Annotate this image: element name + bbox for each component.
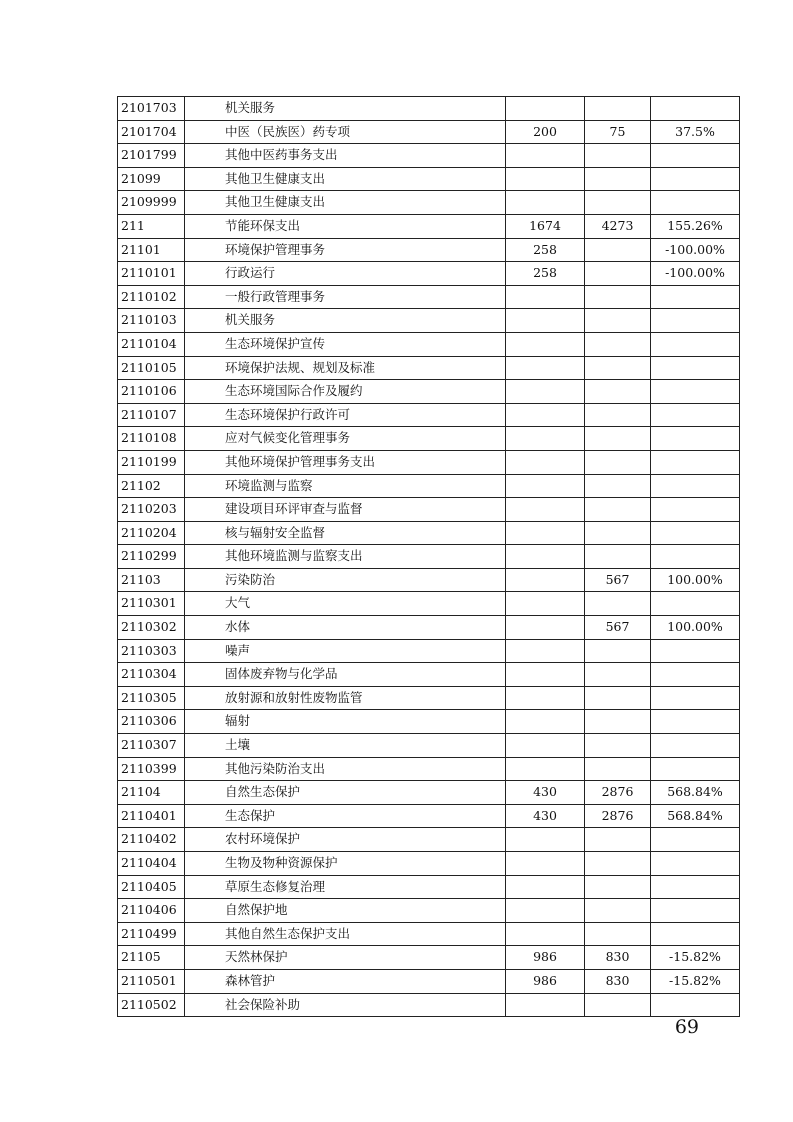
table-row xyxy=(118,757,740,781)
value-cell-2 xyxy=(585,993,651,1017)
value-cell-1 xyxy=(506,332,585,356)
account-code-cell: 2110502 xyxy=(118,993,185,1017)
value-cell-2 xyxy=(585,474,651,498)
table-row xyxy=(118,356,740,380)
value-cell-1 xyxy=(506,875,585,899)
account-name-cell: 机关服务 xyxy=(185,97,506,121)
percent-change-cell xyxy=(651,852,740,876)
account-name-cell: 污染防治 xyxy=(185,568,506,592)
table-row xyxy=(118,120,740,144)
percent-change-cell xyxy=(651,498,740,522)
table-row xyxy=(118,686,740,710)
table-row xyxy=(118,214,740,238)
account-name-cell: 天然林保护 xyxy=(185,946,506,970)
percent-change-cell: -100.00% xyxy=(651,238,740,262)
value-cell-2: 567 xyxy=(585,616,651,640)
value-cell-1: 986 xyxy=(506,946,585,970)
value-cell-1 xyxy=(506,356,585,380)
value-cell-2 xyxy=(585,144,651,168)
account-name-cell: 辐射 xyxy=(185,710,506,734)
account-name-cell: 环境监测与监察 xyxy=(185,474,506,498)
percent-change-cell xyxy=(651,922,740,946)
table-row xyxy=(118,450,740,474)
value-cell-2 xyxy=(585,167,651,191)
account-code-cell: 2110402 xyxy=(118,828,185,852)
table-row xyxy=(118,993,740,1017)
value-cell-1 xyxy=(506,616,585,640)
percent-change-cell xyxy=(651,734,740,758)
value-cell-2 xyxy=(585,922,651,946)
value-cell-2: 567 xyxy=(585,568,651,592)
table-row xyxy=(118,734,740,758)
table-row xyxy=(118,852,740,876)
value-cell-1 xyxy=(506,545,585,569)
account-code-cell: 2110102 xyxy=(118,285,185,309)
table-row xyxy=(118,710,740,734)
account-name-cell: 森林管护 xyxy=(185,969,506,993)
value-cell-1 xyxy=(506,663,585,687)
account-code-cell: 2110401 xyxy=(118,804,185,828)
percent-change-cell xyxy=(651,592,740,616)
table-row xyxy=(118,474,740,498)
account-code-cell: 2110404 xyxy=(118,852,185,876)
value-cell-1 xyxy=(506,899,585,923)
value-cell-2 xyxy=(585,332,651,356)
table-row xyxy=(118,380,740,404)
account-code-cell: 2110304 xyxy=(118,663,185,687)
value-cell-2: 830 xyxy=(585,946,651,970)
value-cell-2: 4273 xyxy=(585,214,651,238)
account-code-cell: 2110199 xyxy=(118,450,185,474)
percent-change-cell: -15.82% xyxy=(651,969,740,993)
percent-change-cell: 155.26% xyxy=(651,214,740,238)
account-code-cell: 2110107 xyxy=(118,403,185,427)
account-code-cell: 2110299 xyxy=(118,545,185,569)
percent-change-cell xyxy=(651,545,740,569)
value-cell-1: 258 xyxy=(506,262,585,286)
value-cell-2 xyxy=(585,450,651,474)
value-cell-1 xyxy=(506,686,585,710)
account-name-cell: 行政运行 xyxy=(185,262,506,286)
account-code-cell: 2110499 xyxy=(118,922,185,946)
account-code-cell: 21104 xyxy=(118,781,185,805)
percent-change-cell xyxy=(651,285,740,309)
value-cell-2 xyxy=(585,380,651,404)
account-name-cell: 大气 xyxy=(185,592,506,616)
account-name-cell: 其他卫生健康支出 xyxy=(185,191,506,215)
value-cell-2 xyxy=(585,285,651,309)
percent-change-cell: 568.84% xyxy=(651,781,740,805)
account-name-cell: 土壤 xyxy=(185,734,506,758)
value-cell-1 xyxy=(506,639,585,663)
percent-change-cell xyxy=(651,356,740,380)
value-cell-1: 986 xyxy=(506,969,585,993)
value-cell-1 xyxy=(506,710,585,734)
account-code-cell: 2110303 xyxy=(118,639,185,663)
value-cell-1 xyxy=(506,167,585,191)
value-cell-2 xyxy=(585,686,651,710)
account-code-cell: 21102 xyxy=(118,474,185,498)
account-name-cell: 草原生态修复治理 xyxy=(185,875,506,899)
table-row xyxy=(118,568,740,592)
account-code-cell: 2110501 xyxy=(118,969,185,993)
account-name-cell: 核与辐射安全监督 xyxy=(185,521,506,545)
value-cell-1 xyxy=(506,757,585,781)
percent-change-cell xyxy=(651,663,740,687)
table-row xyxy=(118,875,740,899)
value-cell-2 xyxy=(585,262,651,286)
account-name-cell: 水体 xyxy=(185,616,506,640)
table-row xyxy=(118,285,740,309)
percent-change-cell xyxy=(651,757,740,781)
value-cell-1 xyxy=(506,734,585,758)
percent-change-cell xyxy=(651,97,740,121)
percent-change-cell xyxy=(651,309,740,333)
value-cell-1 xyxy=(506,97,585,121)
account-code-cell: 2110305 xyxy=(118,686,185,710)
account-name-cell: 节能环保支出 xyxy=(185,214,506,238)
table-row xyxy=(118,144,740,168)
percent-change-cell xyxy=(651,380,740,404)
account-code-cell: 2101704 xyxy=(118,120,185,144)
account-code-cell: 21099 xyxy=(118,167,185,191)
table-row xyxy=(118,403,740,427)
value-cell-1 xyxy=(506,498,585,522)
budget-expenditure-table xyxy=(117,96,740,1017)
value-cell-1 xyxy=(506,427,585,451)
value-cell-1: 200 xyxy=(506,120,585,144)
page-number: 69 xyxy=(674,1016,699,1038)
account-name-cell: 生态保护 xyxy=(185,804,506,828)
percent-change-cell xyxy=(651,710,740,734)
account-code-cell: 2110405 xyxy=(118,875,185,899)
account-name-cell: 机关服务 xyxy=(185,309,506,333)
account-name-cell: 噪声 xyxy=(185,639,506,663)
percent-change-cell: -100.00% xyxy=(651,262,740,286)
account-code-cell: 21103 xyxy=(118,568,185,592)
value-cell-2 xyxy=(585,309,651,333)
value-cell-2 xyxy=(585,403,651,427)
value-cell-1 xyxy=(506,568,585,592)
value-cell-1: 258 xyxy=(506,238,585,262)
account-name-cell: 其他自然生态保护支出 xyxy=(185,922,506,946)
percent-change-cell xyxy=(651,474,740,498)
percent-change-cell xyxy=(651,639,740,663)
account-code-cell: 21105 xyxy=(118,946,185,970)
value-cell-1 xyxy=(506,191,585,215)
table-row xyxy=(118,639,740,663)
account-code-cell: 2101703 xyxy=(118,97,185,121)
account-name-cell: 环境保护管理事务 xyxy=(185,238,506,262)
value-cell-2 xyxy=(585,663,651,687)
account-code-cell: 2110406 xyxy=(118,899,185,923)
account-name-cell: 应对气候变化管理事务 xyxy=(185,427,506,451)
account-name-cell: 其他中医药事务支出 xyxy=(185,144,506,168)
account-name-cell: 其他环境保护管理事务支出 xyxy=(185,450,506,474)
table-row xyxy=(118,332,740,356)
account-name-cell: 社会保险补助 xyxy=(185,993,506,1017)
percent-change-cell xyxy=(651,191,740,215)
percent-change-cell xyxy=(651,828,740,852)
value-cell-2 xyxy=(585,238,651,262)
percent-change-cell: 37.5% xyxy=(651,120,740,144)
table-row xyxy=(118,262,740,286)
table-row xyxy=(118,592,740,616)
value-cell-1 xyxy=(506,285,585,309)
account-name-cell: 其他污染防治支出 xyxy=(185,757,506,781)
value-cell-2 xyxy=(585,639,651,663)
percent-change-cell xyxy=(651,332,740,356)
percent-change-cell xyxy=(651,450,740,474)
value-cell-1 xyxy=(506,450,585,474)
value-cell-1 xyxy=(506,922,585,946)
table-row xyxy=(118,191,740,215)
value-cell-2 xyxy=(585,852,651,876)
account-name-cell: 生态环境保护宣传 xyxy=(185,332,506,356)
value-cell-2 xyxy=(585,191,651,215)
account-name-cell: 中医（民族医）药专项 xyxy=(185,120,506,144)
table-row xyxy=(118,969,740,993)
account-code-cell: 2110101 xyxy=(118,262,185,286)
percent-change-cell xyxy=(651,521,740,545)
table-row xyxy=(118,545,740,569)
value-cell-2 xyxy=(585,899,651,923)
table-row xyxy=(118,521,740,545)
table-row xyxy=(118,828,740,852)
account-name-cell: 固体废弃物与化学品 xyxy=(185,663,506,687)
account-name-cell: 建设项目环评审查与监督 xyxy=(185,498,506,522)
table-row xyxy=(118,804,740,828)
value-cell-2 xyxy=(585,97,651,121)
account-name-cell: 自然生态保护 xyxy=(185,781,506,805)
value-cell-1 xyxy=(506,592,585,616)
account-name-cell: 一般行政管理事务 xyxy=(185,285,506,309)
account-name-cell: 其他环境监测与监察支出 xyxy=(185,545,506,569)
table-row xyxy=(118,97,740,121)
value-cell-1 xyxy=(506,474,585,498)
table-row xyxy=(118,899,740,923)
value-cell-1: 430 xyxy=(506,781,585,805)
value-cell-2 xyxy=(585,545,651,569)
account-code-cell: 2110204 xyxy=(118,521,185,545)
table-row xyxy=(118,946,740,970)
table-body xyxy=(118,97,740,1017)
value-cell-1: 430 xyxy=(506,804,585,828)
account-code-cell: 2110301 xyxy=(118,592,185,616)
percent-change-cell: 568.84% xyxy=(651,804,740,828)
account-code-cell: 21101 xyxy=(118,238,185,262)
value-cell-1 xyxy=(506,852,585,876)
value-cell-1 xyxy=(506,403,585,427)
value-cell-2 xyxy=(585,498,651,522)
value-cell-2 xyxy=(585,356,651,380)
account-code-cell: 2110103 xyxy=(118,309,185,333)
percent-change-cell: 100.00% xyxy=(651,568,740,592)
account-name-cell: 放射源和放射性废物监管 xyxy=(185,686,506,710)
account-code-cell: 2110302 xyxy=(118,616,185,640)
percent-change-cell: 100.00% xyxy=(651,616,740,640)
account-name-cell: 农村环境保护 xyxy=(185,828,506,852)
value-cell-1 xyxy=(506,521,585,545)
value-cell-2 xyxy=(585,734,651,758)
value-cell-1 xyxy=(506,144,585,168)
value-cell-2: 2876 xyxy=(585,781,651,805)
percent-change-cell xyxy=(651,993,740,1017)
value-cell-2 xyxy=(585,592,651,616)
table-row xyxy=(118,238,740,262)
value-cell-2 xyxy=(585,427,651,451)
account-code-cell: 2110399 xyxy=(118,757,185,781)
table-row xyxy=(118,616,740,640)
value-cell-2 xyxy=(585,828,651,852)
table-row xyxy=(118,781,740,805)
table-row xyxy=(118,309,740,333)
percent-change-cell xyxy=(651,875,740,899)
value-cell-2: 2876 xyxy=(585,804,651,828)
value-cell-2 xyxy=(585,875,651,899)
percent-change-cell xyxy=(651,427,740,451)
value-cell-1 xyxy=(506,828,585,852)
account-code-cell: 2110307 xyxy=(118,734,185,758)
account-code-cell: 2101799 xyxy=(118,144,185,168)
table-row xyxy=(118,427,740,451)
value-cell-1 xyxy=(506,993,585,1017)
account-name-cell: 生态环境保护行政许可 xyxy=(185,403,506,427)
value-cell-1 xyxy=(506,309,585,333)
account-name-cell: 生物及物种资源保护 xyxy=(185,852,506,876)
account-code-cell: 2110108 xyxy=(118,427,185,451)
account-name-cell: 生态环境国际合作及履约 xyxy=(185,380,506,404)
account-code-cell: 2110104 xyxy=(118,332,185,356)
value-cell-2: 75 xyxy=(585,120,651,144)
value-cell-1 xyxy=(506,380,585,404)
table-row xyxy=(118,922,740,946)
account-code-cell: 2110106 xyxy=(118,380,185,404)
account-code-cell: 2109999 xyxy=(118,191,185,215)
value-cell-2: 830 xyxy=(585,969,651,993)
percent-change-cell xyxy=(651,144,740,168)
percent-change-cell xyxy=(651,403,740,427)
account-code-cell: 2110203 xyxy=(118,498,185,522)
value-cell-2 xyxy=(585,757,651,781)
table-row xyxy=(118,167,740,191)
value-cell-2 xyxy=(585,521,651,545)
value-cell-1: 1674 xyxy=(506,214,585,238)
account-name-cell: 其他卫生健康支出 xyxy=(185,167,506,191)
table-row xyxy=(118,663,740,687)
percent-change-cell xyxy=(651,899,740,923)
account-code-cell: 2110306 xyxy=(118,710,185,734)
account-name-cell: 环境保护法规、规划及标准 xyxy=(185,356,506,380)
account-code-cell: 211 xyxy=(118,214,185,238)
table-row xyxy=(118,498,740,522)
value-cell-2 xyxy=(585,710,651,734)
account-name-cell: 自然保护地 xyxy=(185,899,506,923)
account-code-cell: 2110105 xyxy=(118,356,185,380)
percent-change-cell xyxy=(651,167,740,191)
percent-change-cell: -15.82% xyxy=(651,946,740,970)
percent-change-cell xyxy=(651,686,740,710)
